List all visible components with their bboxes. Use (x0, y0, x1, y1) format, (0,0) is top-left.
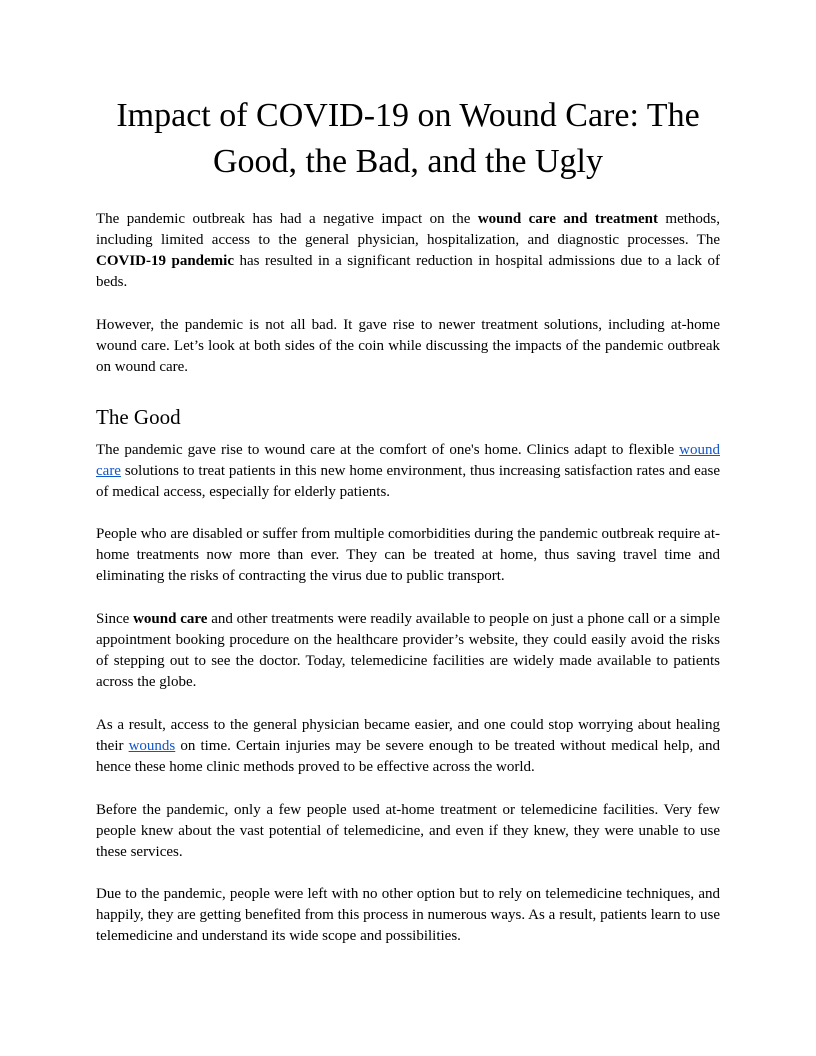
good-p4-text-2: on time. Certain injuries may be severe enough to be treated without medical help, and hence these home clinic methods proved to be effective across the world. (96, 738, 720, 775)
good-paragraph-5: Before the pandemic, only a few people used at-home treatment or telemedicine facilities. Very few people knew about the vast potential of telemedicine, and even if they knew, they were unable to use these services. (96, 802, 720, 860)
good-p4-text-1: As a result, access to the general physician became easier, and one could stop worrying about healing their (96, 717, 720, 754)
wound-care-link[interactable]: wound care (96, 442, 720, 479)
good-p3-bold-wound-care: wound care (133, 611, 208, 627)
good-p1-text-2: solutions to treat patients in this new home environment, thus increasing satisfaction rates and ease of medical access, especially for elderly patients. (96, 463, 720, 500)
intro-p1-bold-wound-care: wound care and treatment (477, 211, 658, 227)
intro-p1-text-3: has resulted in a significant reduction in hospital admissions due to a lack of beds. (96, 253, 720, 290)
page-title: Impact of COVID-19 on Wound Care: The Good, the Bad, and the Ugly (116, 97, 700, 180)
intro-p1-text-1: The pandemic outbreak has had a negative impact on the (96, 211, 478, 227)
intro-p1-text-2: methods, including limited access to the general physician, hospitalization, and diagnostic processes. The (96, 211, 720, 248)
intro-p1-bold-covid: COVID-19 pandemic (96, 253, 234, 269)
intro-paragraph-2: However, the pandemic is not all bad. It gave rise to newer treatment solutions, including at-home wound care. Let’s look at both sides of the coin while discussing the impacts of the pandemic outbreak on wound care. (96, 317, 720, 375)
wounds-link[interactable]: wounds (128, 738, 176, 754)
good-paragraph-6: Due to the pandemic, people were left with no other option but to rely on telemedicine techniques, and happily, they are getting benefited from this process in numerous ways. As a result, patients learn to use telemedicine and understand its wide scope and possibilities. (96, 886, 720, 944)
intro-paragraph-1 (96, 209, 720, 293)
good-paragraph-4 (96, 715, 720, 778)
good-p3-text-1: Since (96, 611, 134, 627)
good-paragraph-3 (96, 609, 720, 693)
good-p3-text-2: and other treatments were readily available to people on just a phone call or a simple appointment booking procedure on the healthcare provider’s website, they could easily avoid the risks of stepping out to see the doctor. Today, telemedicine facilities are widely made available to patients across the globe. (96, 611, 720, 690)
good-paragraph-1 (96, 440, 720, 503)
good-paragraph-2: People who are disabled or suffer from multiple comorbidities during the pandemic outbreak require at-home treatments now more than ever. They can be treated at home, thus saving travel time and eliminating the risks of contracting the virus due to public transport. (96, 526, 720, 584)
section-heading-the-good: The Good (96, 405, 181, 429)
good-p1-text-1: The pandemic gave rise to wound care at the comfort of one's home. Clinics adapt to flexible (96, 442, 680, 458)
